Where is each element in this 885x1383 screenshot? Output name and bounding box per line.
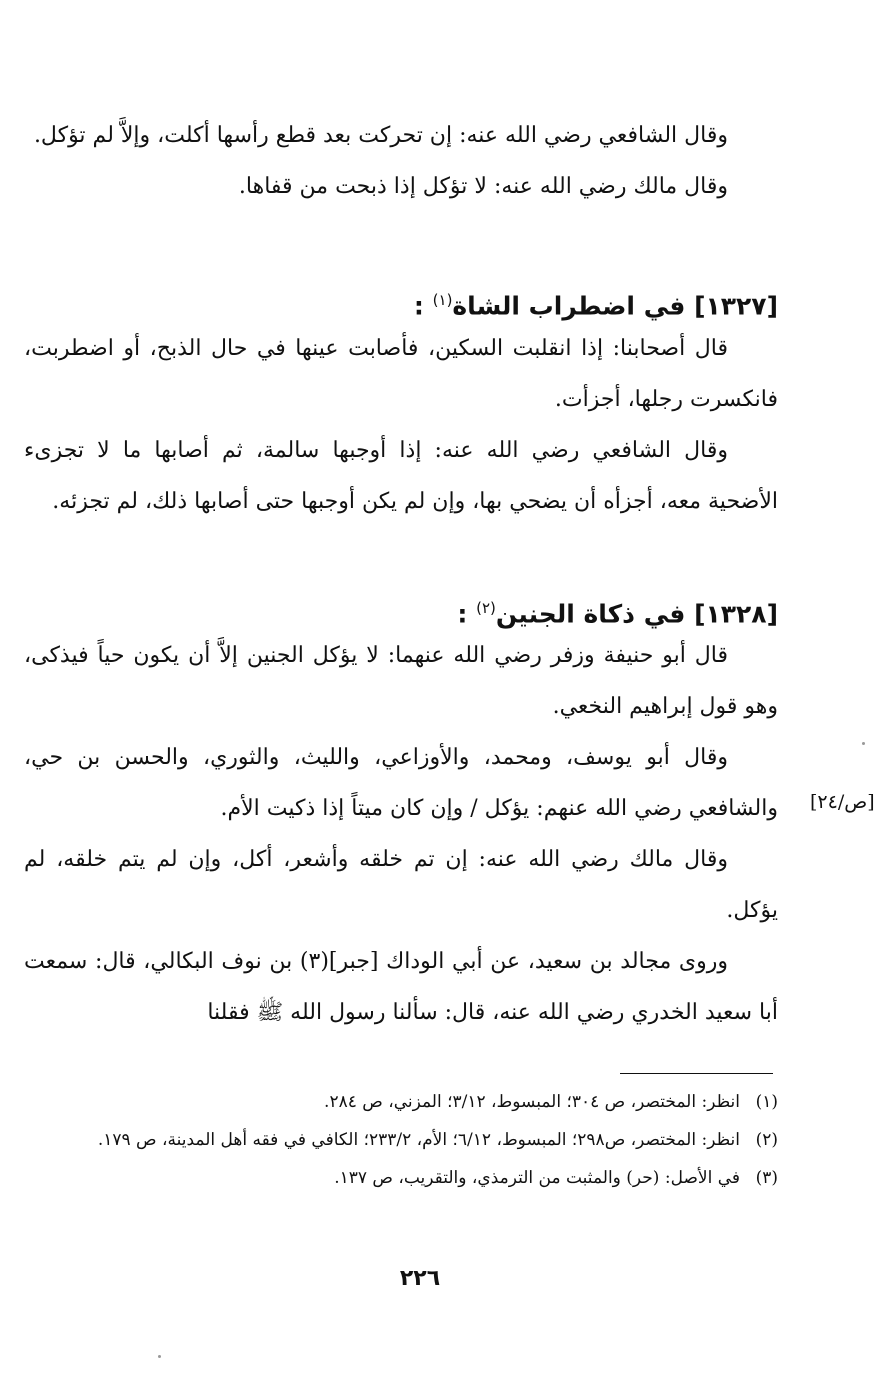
opening-paragraphs (24, 110, 778, 212)
section-title: في اضطراب الشاة (452, 291, 686, 321)
section-1328-body (24, 630, 778, 1038)
footnote-ref[interactable]: (١) (432, 291, 453, 309)
paragraph: وقال الشافعي رضي الله عنه: إن تحركت بعد قطع رأسها أكلت، وإلاَّ لم تؤكل. (33, 123, 728, 148)
paragraph: قال أبو حنيفة وزفر رضي الله عنهما: لا يؤكل الجنين إلاَّ أن يكون حياً فيذكى، وهو قول إبراهيم النخعي. (24, 643, 778, 719)
scan-speck (158, 1355, 161, 1358)
section-number: [١٣٢٨] (694, 599, 778, 629)
footnote-divider (620, 1073, 773, 1074)
footnote-number: (٣) (755, 1168, 778, 1188)
footnote-text: في الأصل: (حر) والمثبت من الترمذي، والتقريب، ص ١٣٧. (334, 1168, 740, 1188)
footnote-text: انظر: المختصر، ص ٣٠٤؛ المبسوط، ٣/١٢؛ المزني، ص ٢٨٤. (324, 1092, 740, 1112)
paragraph: وقال مالك رضي الله عنه: إن تم خلقه وأشعر، أكل، وإن لم يتم خلقه، لم يؤكل. (24, 847, 778, 923)
paragraph: وقال أبو يوسف، ومحمد، والأوزاعي، والليث، والثوري، والحسن بن حي، والشافعي رضي الله عنهم: يؤكل / وإن كان ميتاً إذا ذكيت الأم. (24, 745, 778, 821)
footnote (24, 1124, 778, 1156)
section-title: في ذكاة الجنين (495, 599, 686, 629)
footnote (24, 1162, 778, 1194)
section-heading-1327 (24, 280, 778, 326)
paragraph: وروى مجالد بن سعيد، عن أبي الوداك [جبر](٣) بن نوف البكالي، قال: سمعت أبا سعيد الخدري رضي الله عنه، قال: سألنا رسول الله ﷺ فقلنا (24, 949, 778, 1025)
section-1327-body (24, 323, 778, 527)
footnote (24, 1086, 778, 1118)
scan-speck (862, 742, 865, 745)
page-number: ٢٢٦ (399, 1266, 441, 1291)
footnote-number: (٢) (755, 1130, 778, 1150)
footnote-ref[interactable]: (٢) (476, 599, 496, 617)
manuscript-page-marker: [ص/٢٤] (810, 791, 875, 813)
footnotes (24, 1086, 778, 1200)
heading-colon: : (413, 291, 424, 321)
paragraph: وقال مالك رضي الله عنه: لا تؤكل إذا ذبحت من قفاها. (238, 174, 728, 199)
footnote-text: انظر: المختصر، ص٢٩٨؛ المبسوط، ٦/١٢؛ الأم، ٢٣٣/٢؛ الكافي في فقه أهل المدينة، ص ١٧٩. (97, 1130, 740, 1150)
paragraph: وقال الشافعي رضي الله عنه: إذا أوجبها سالمة، ثم أصابها ما لا تجزىء الأضحية معه، أجزأه أن يضحي بها، وإن لم يكن أوجبها حتى أصابها ذلك، لم تجزئه. (24, 438, 778, 514)
section-number: [١٣٢٧] (694, 291, 778, 321)
paragraph: قال أصحابنا: إذا انقلبت السكين، فأصابت عينها في حال الذبح، أو اضطربت، فانكسرت رجلها، أجزأت. (24, 336, 778, 412)
heading-colon: : (457, 599, 468, 629)
footnote-number: (١) (755, 1092, 778, 1112)
section-heading-1328 (24, 588, 778, 634)
